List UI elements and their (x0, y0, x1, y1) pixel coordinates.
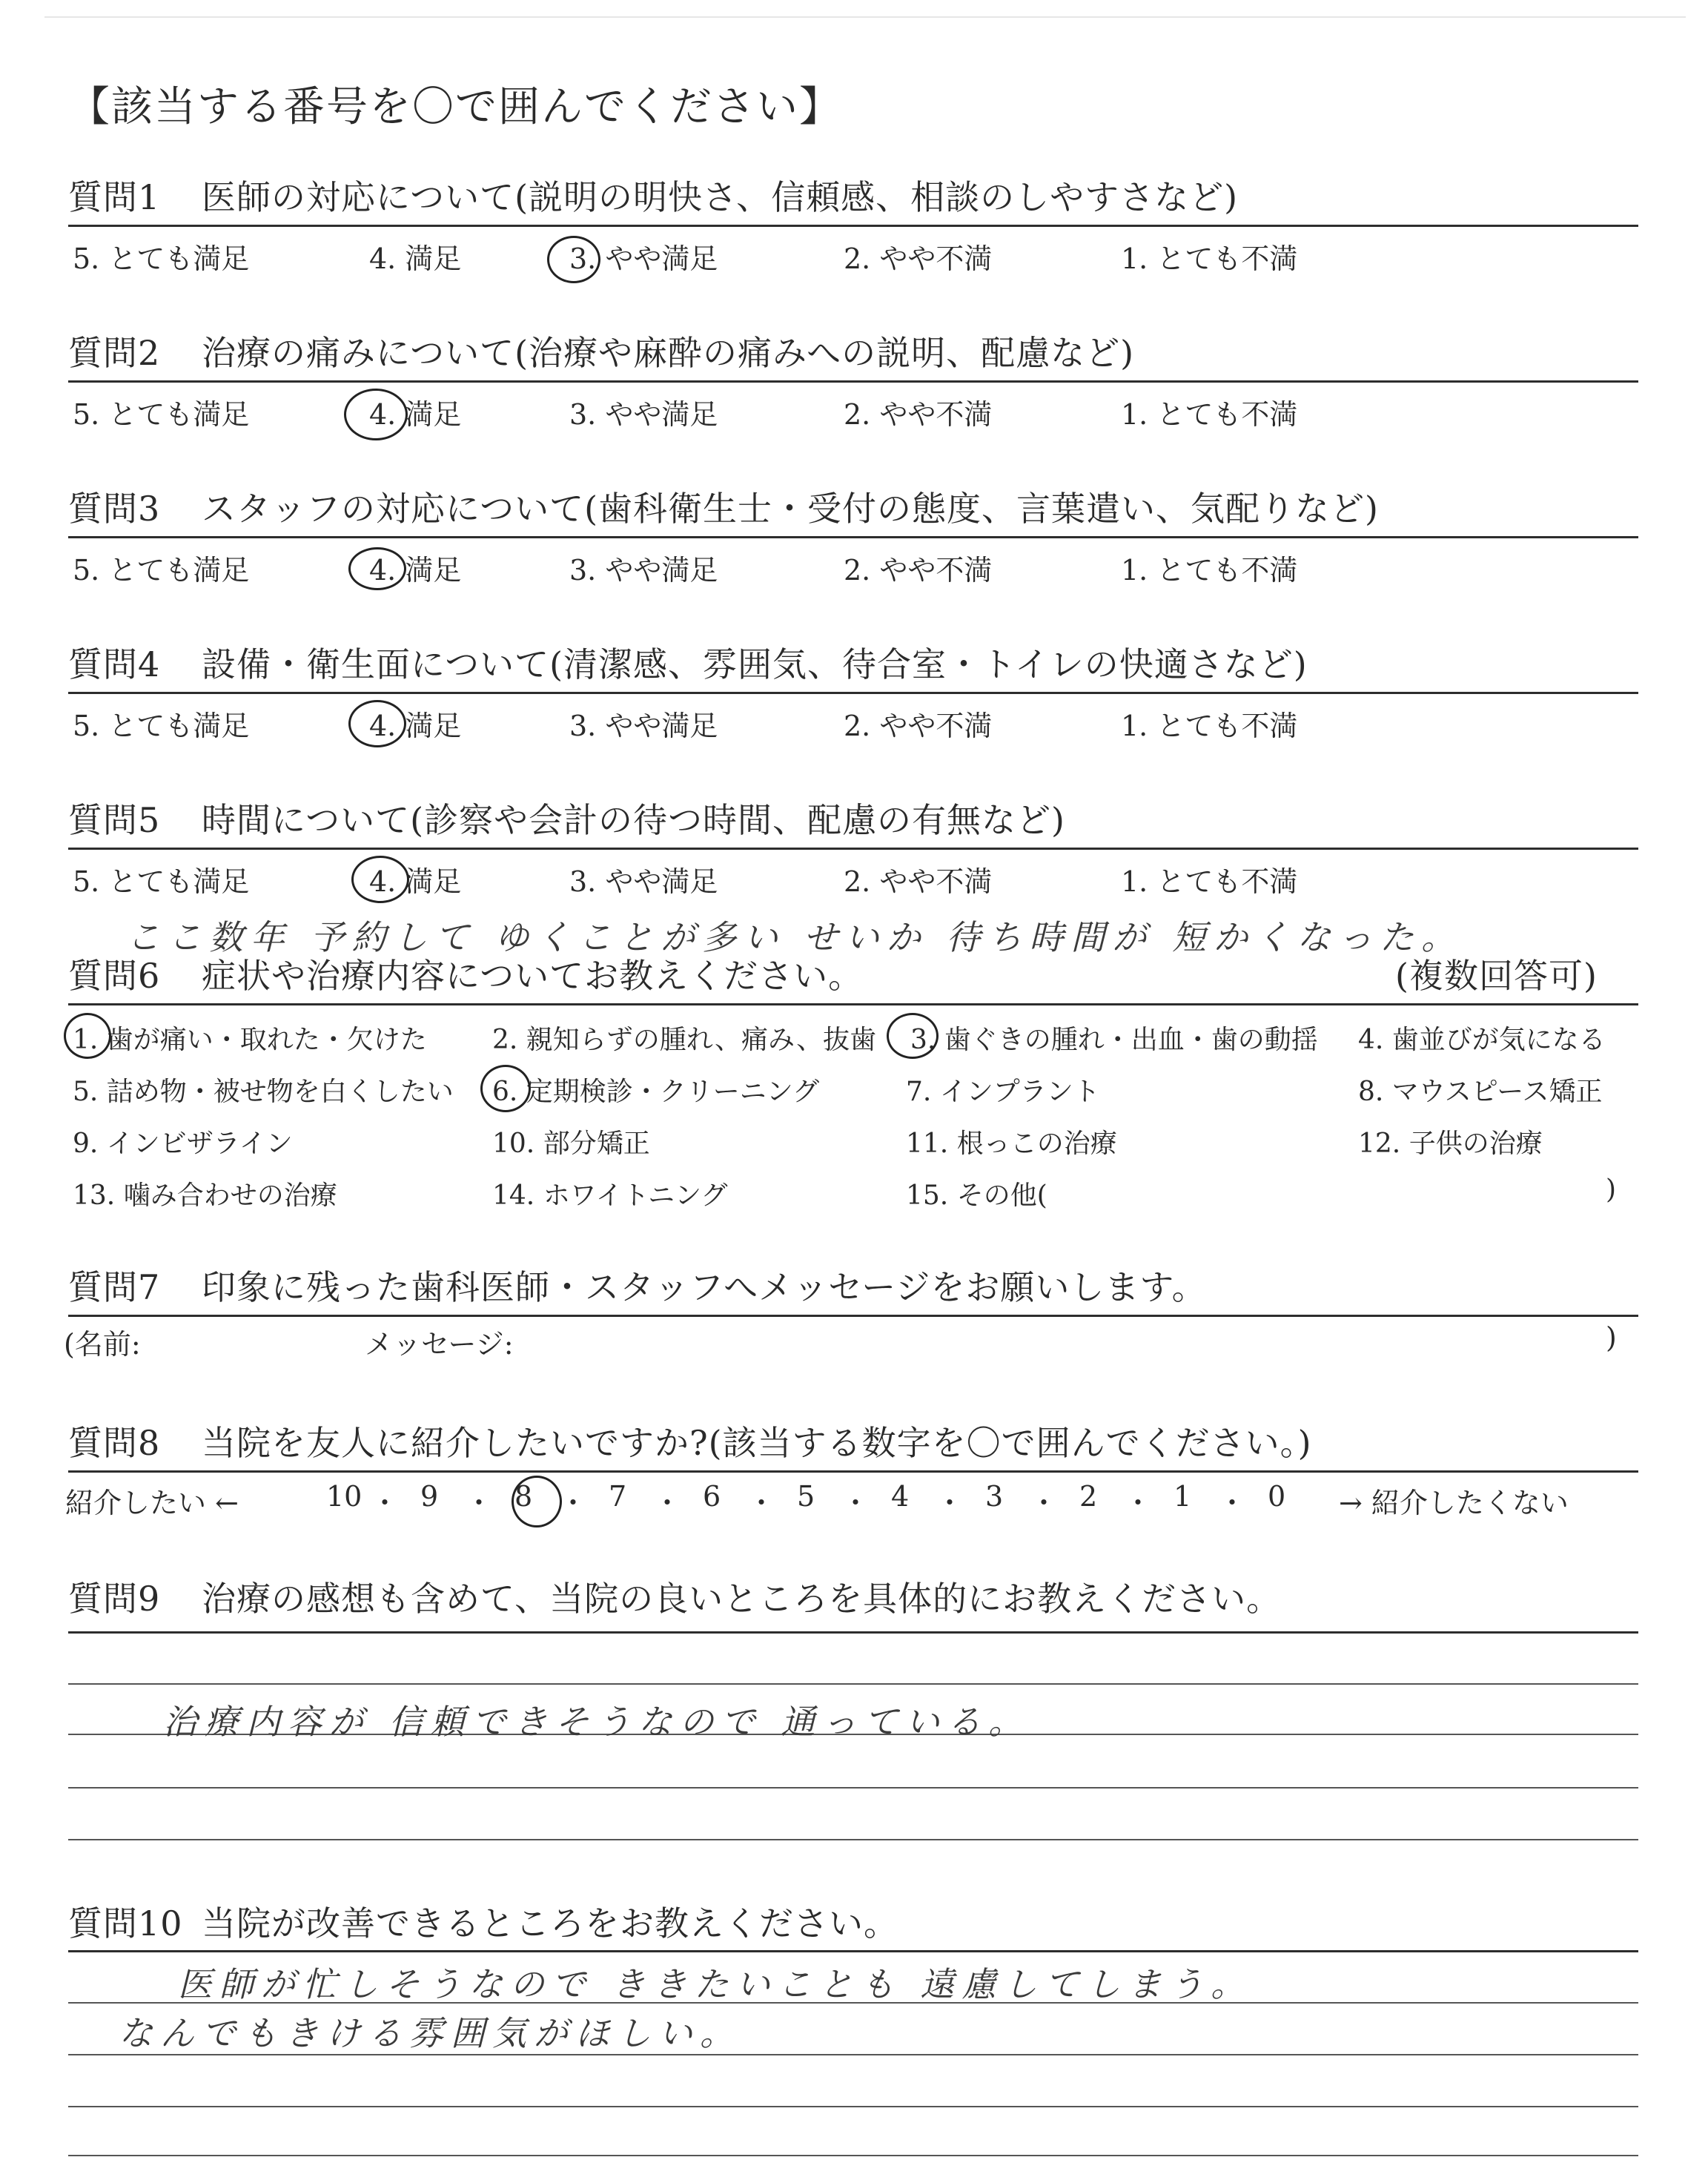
q8-scale-value-1[interactable]: 1 (1174, 1480, 1192, 1513)
q8-scale-value-9[interactable]: 9 (420, 1480, 439, 1513)
q8-scale-value-4[interactable]: 4 (891, 1480, 910, 1513)
q8-scale-separator: ・ (1030, 1487, 1059, 1519)
q5-rule (68, 848, 1638, 850)
q1-rule (68, 225, 1638, 227)
q2-text: 治療の痛みについて(治療や麻酔の痛みへの説明、配慮など) (202, 333, 1135, 373)
q1-label: 質問1 (68, 177, 161, 217)
q4-option-2[interactable]: 2. やや不満 (844, 710, 993, 742)
q4-selected-circle (348, 700, 406, 747)
q2-selected-circle (344, 389, 408, 440)
q6-selected-circle-6 (480, 1065, 531, 1112)
q1-option-1[interactable]: 1. とても不満 (1121, 242, 1298, 275)
q1-option-3[interactable]: 3. やや満足 (569, 242, 718, 275)
q8-scale-value-5[interactable]: 5 (797, 1480, 815, 1513)
q1-selected-circle (547, 236, 600, 283)
q8-scale-value-3[interactable]: 3 (985, 1480, 1004, 1513)
q5-option-2[interactable]: 2. やや不満 (844, 865, 993, 898)
q6-text: 症状や治療内容についてお教えください。 (202, 956, 864, 996)
q7-rule (68, 1315, 1638, 1317)
q10-rule (68, 1950, 1638, 1952)
q8-scale-separator: ・ (936, 1487, 964, 1519)
q8-scale-value-2[interactable]: 2 (1079, 1480, 1098, 1513)
q5-text: 時間について(診察や会計の待つ時間、配慮の有無など) (202, 800, 1065, 840)
q7-name-label: (名前: (64, 1328, 141, 1361)
q6-item-15[interactable]: 15. その他( (906, 1180, 1047, 1211)
q4-text: 設備・衛生面について(清潔感、雰囲気、待合室・トイレの快適さなど) (202, 644, 1308, 684)
page-title: 【該当する番号を〇で囲んでください】 (68, 83, 842, 131)
q1-option-4[interactable]: 4. 満足 (369, 242, 462, 275)
q5-handwritten-comment: ここ数年 予約して ゆくことが多い せいか 待ち時間が 短かくなった。 (126, 917, 1463, 957)
q8-scale-value-10[interactable]: 10 (326, 1480, 363, 1513)
q8-rule (68, 1470, 1638, 1473)
q6-item-14[interactable]: 14. ホワイトニング (492, 1180, 728, 1211)
q9-answer-line-3 (68, 1787, 1638, 1789)
q6-item-3[interactable]: 3. 歯ぐきの腫れ・出血・歯の動揺 (910, 1025, 1318, 1055)
q6-item-5[interactable]: 5. 詰め物・被せ物を白くしたい (73, 1077, 454, 1107)
q3-rule (68, 536, 1638, 538)
q1-option-5[interactable]: 5. とても満足 (73, 242, 250, 275)
q9-answer-line-4 (68, 1839, 1638, 1840)
q6-item-9[interactable]: 9. インビザライン (73, 1129, 293, 1159)
q8-scale-value-0[interactable]: 0 (1268, 1480, 1286, 1513)
q6-selected-circle-1 (64, 1013, 111, 1059)
q9-text: 治療の感想も含めて、当院の良いところを具体的にお教えください。 (202, 1579, 1282, 1619)
q5-option-4[interactable]: 4. 満足 (369, 865, 462, 898)
q9-handwritten-answer: 治療内容が 信頼できそうなので 通っている。 (163, 1702, 1030, 1742)
q2-option-4[interactable]: 4. 満足 (369, 398, 462, 431)
q4-option-1[interactable]: 1. とても不満 (1121, 710, 1298, 742)
q9-rule (68, 1631, 1638, 1634)
q2-option-1[interactable]: 1. とても不満 (1121, 398, 1298, 431)
q6-item-1[interactable]: 1. 歯が痛い・取れた・欠けた (73, 1025, 427, 1055)
q7-message-label: メッセージ: (365, 1328, 514, 1361)
q4-option-5[interactable]: 5. とても満足 (73, 710, 250, 742)
q5-option-3[interactable]: 3. やや満足 (569, 865, 718, 898)
q6-rule (68, 1003, 1638, 1005)
q5-selected-circle (351, 856, 409, 903)
q5-option-5[interactable]: 5. とても満足 (73, 865, 250, 898)
q8-scale-separator: ・ (841, 1487, 870, 1519)
q8-scale-value-7[interactable]: 7 (609, 1480, 627, 1513)
q6-item-13[interactable]: 13. 噛み合わせの治療 (73, 1180, 337, 1211)
q8-scale-separator: ・ (559, 1487, 588, 1519)
q2-option-3[interactable]: 3. やや満足 (569, 398, 718, 431)
q4-label: 質問4 (68, 644, 161, 684)
q6-item-10[interactable]: 10. 部分矯正 (492, 1129, 650, 1159)
q6-item-6[interactable]: 6. 定期検診・クリーニング (492, 1077, 820, 1107)
q8-label: 質問8 (68, 1423, 161, 1463)
q8-selected-circle (512, 1476, 562, 1527)
q3-option-3[interactable]: 3. やや満足 (569, 554, 718, 587)
q4-rule (68, 692, 1638, 694)
q8-scale-separator: ・ (653, 1487, 682, 1519)
q3-text: スタッフの対応について(歯科衛生士・受付の態度、言葉遣い、気配りなど) (202, 489, 1379, 529)
q2-option-2[interactable]: 2. やや不満 (844, 398, 993, 431)
q7-label: 質問7 (68, 1267, 161, 1307)
q8-text: 当院を友人に紹介したいですか?(該当する数字を〇で囲んでください。) (202, 1423, 1312, 1463)
q6-item-12[interactable]: 12. 子供の治療 (1358, 1129, 1543, 1159)
q2-option-5[interactable]: 5. とても満足 (73, 398, 250, 431)
q10-handwritten-answer-line-1: 医師が忙しそうなので ききたいことも 遠慮してしまう。 (178, 1964, 1253, 2004)
q6-item-7[interactable]: 7. インプラント (906, 1077, 1100, 1107)
q10-label: 質問10 (68, 1903, 183, 1943)
q6-item-15-close: ) (1606, 1175, 1617, 1205)
q3-label: 質問3 (68, 489, 161, 529)
q4-option-4[interactable]: 4. 満足 (369, 710, 462, 742)
q6-label: 質問6 (68, 956, 161, 996)
q5-option-1[interactable]: 1. とても不満 (1121, 865, 1298, 898)
q6-item-8[interactable]: 8. マウスピース矯正 (1358, 1077, 1603, 1107)
q6-selected-circle-3 (887, 1013, 939, 1059)
q10-handwritten-answer-line-2: なんでもきける雰囲気がほしい。 (119, 2013, 741, 2053)
scan-edge-line (44, 16, 1686, 18)
q4-option-3[interactable]: 3. やや満足 (569, 710, 718, 742)
q1-text: 医師の対応について(説明の明快さ、信頼感、相談のしやすさなど) (202, 177, 1239, 217)
q7-close-paren: ) (1606, 1321, 1617, 1354)
q8-left-label: 紹介したい ← (65, 1487, 239, 1519)
q8-scale-value-8[interactable]: 8 (514, 1480, 533, 1513)
q7-text: 印象に残った歯科医師・スタッフへメッセージをお願いします。 (202, 1267, 1207, 1307)
q8-scale-separator: ・ (1124, 1487, 1153, 1519)
q3-option-1[interactable]: 1. とても不満 (1121, 554, 1298, 587)
q3-option-5[interactable]: 5. とても満足 (73, 554, 250, 587)
q3-option-4[interactable]: 4. 満足 (369, 554, 462, 587)
q10-text: 当院が改善できるところをお教えください。 (202, 1903, 898, 1943)
q8-scale-separator: ・ (465, 1487, 494, 1519)
q8-right-label: → 紹介したくない (1339, 1487, 1569, 1519)
q6-item-11[interactable]: 11. 根っこの治療 (906, 1129, 1117, 1159)
q9-answer-line-1 (68, 1683, 1638, 1685)
q10-answer-line-4 (68, 2155, 1638, 2156)
q8-scale-separator: ・ (1218, 1487, 1247, 1519)
q9-label: 質問9 (68, 1579, 161, 1619)
q3-option-2[interactable]: 2. やや不満 (844, 554, 993, 587)
q5-label: 質問5 (68, 800, 161, 840)
q6-item-2[interactable]: 2. 親知らずの腫れ、痛み、抜歯 (492, 1025, 877, 1055)
q8-scale-separator: ・ (747, 1487, 776, 1519)
q8-scale-value-6[interactable]: 6 (703, 1480, 721, 1513)
q3-selected-circle (348, 547, 406, 590)
q10-answer-line-3 (68, 2106, 1638, 2107)
q6-item-4[interactable]: 4. 歯並びが気になる (1358, 1025, 1606, 1055)
q8-scale-separator: ・ (371, 1487, 400, 1519)
q1-option-2[interactable]: 2. やや不満 (844, 242, 993, 275)
q2-label: 質問2 (68, 333, 161, 373)
q6-note: (複数回答可) (1395, 956, 1598, 996)
q2-rule (68, 380, 1638, 383)
